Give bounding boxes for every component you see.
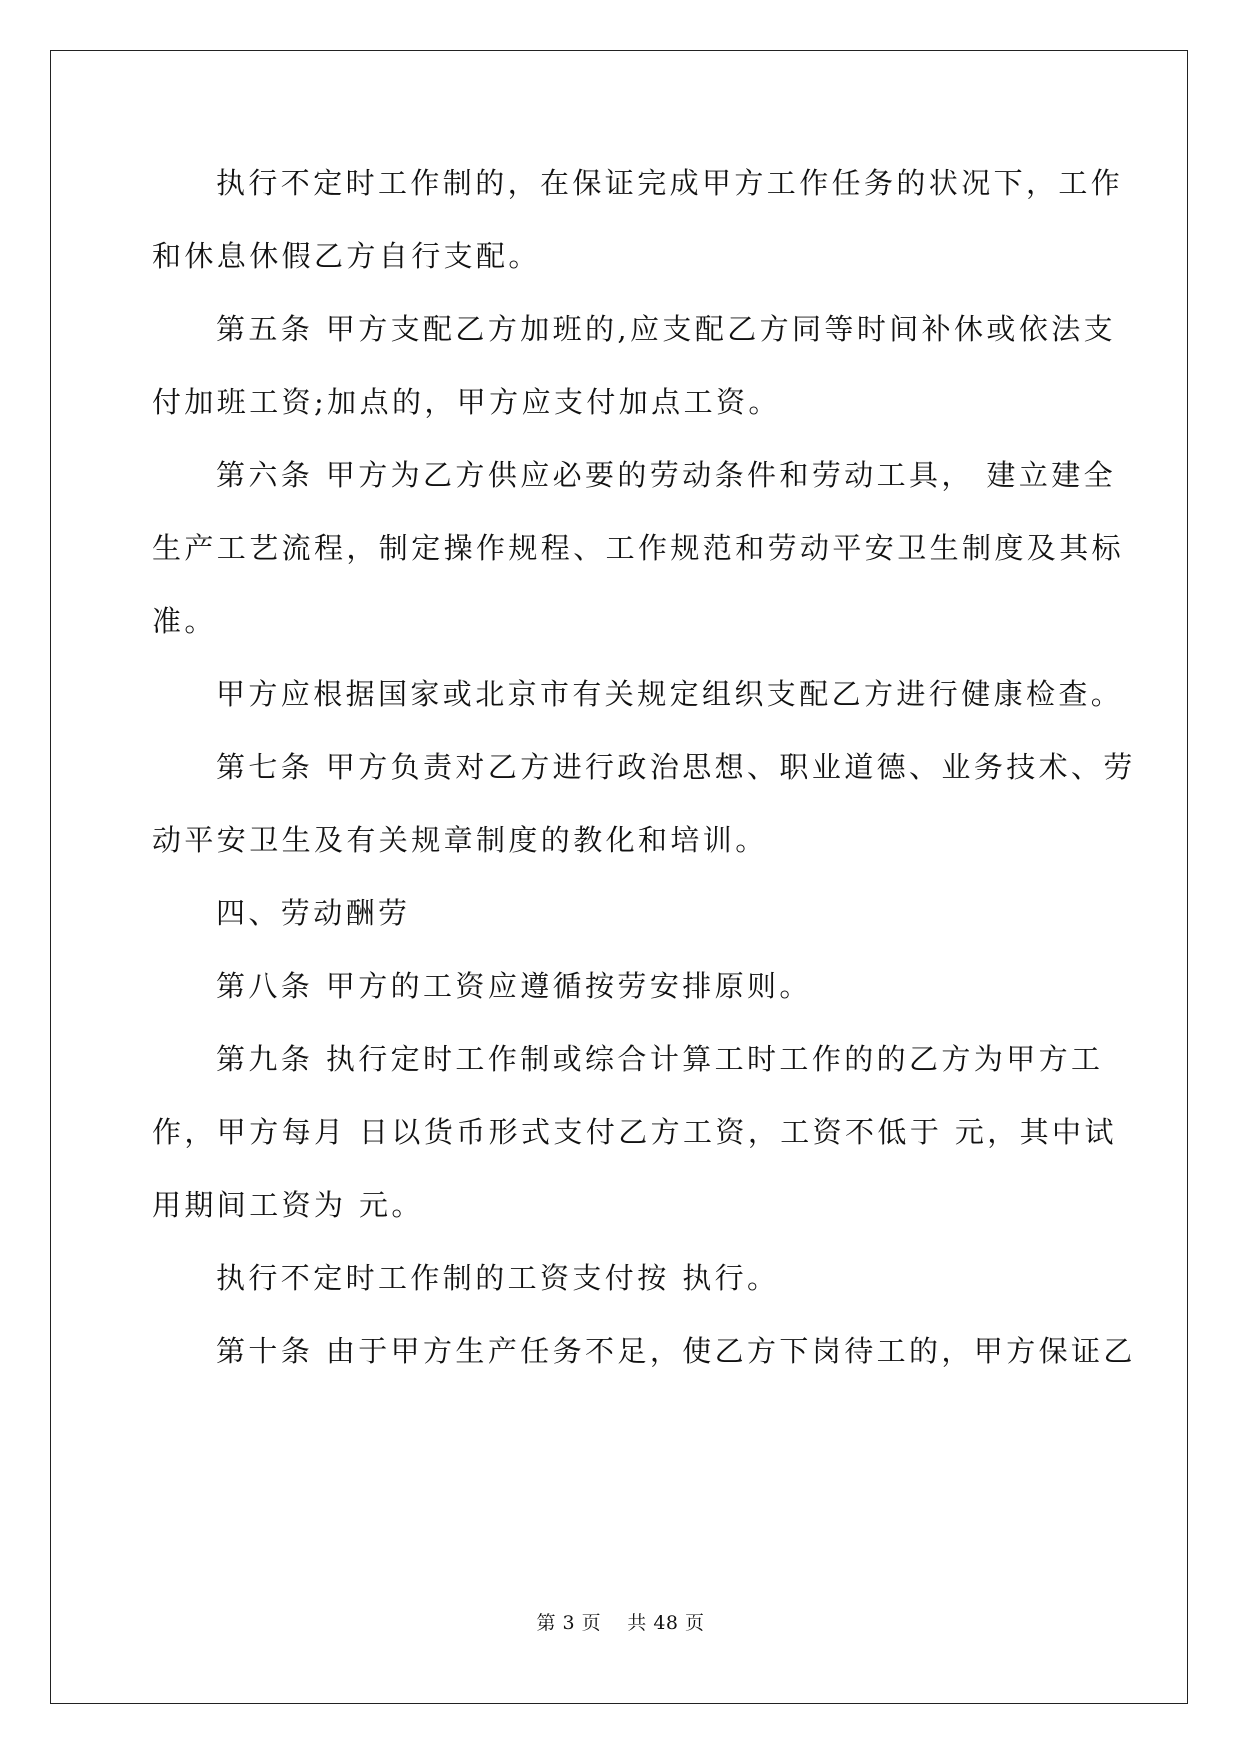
paragraph-line: 准。 [152, 604, 217, 638]
page-number: 第 3 页 共 48 页 [536, 1612, 705, 1634]
paragraph-line: 第八条 甲方的工资应遵循按劳安排原则。 [216, 969, 812, 1003]
paragraph-line: 作，甲方每月 日以货币形式支付乙方工资，工资不低于 元，其中试 [152, 1115, 1117, 1149]
paragraph-line: 第九条 执行定时工作制或综合计算工时工作的的乙方为甲方工 [216, 1042, 1104, 1076]
page-border [50, 50, 1188, 1704]
section-heading: 四、劳动酬劳 [216, 896, 411, 930]
page-footer [0, 1608, 1241, 1635]
paragraph-line: 第十条 由于甲方生产任务不足，使乙方下岗待工的，甲方保证乙 [216, 1334, 1136, 1368]
paragraph-line: 生产工艺流程，制定操作规程、工作规范和劳动平安卫生制度及其标 [152, 531, 1125, 565]
paragraph-line: 付加班工资;加点的，甲方应支付加点工资。 [152, 385, 781, 419]
paragraph-line: 用期间工资为 元。 [152, 1188, 424, 1222]
paragraph-line: 动平安卫生及有关规章制度的教化和培训。 [152, 823, 768, 857]
paragraph-line: 第五条 甲方支配乙方加班的,应支配乙方同等时间补休或依法支 [216, 312, 1117, 346]
paragraph-line: 和休息休假乙方自行支配。 [152, 239, 541, 273]
paragraph-line: 第七条 甲方负责对乙方进行政治思想、职业道德、业务技术、劳 [216, 750, 1136, 784]
paragraph-line: 甲方应根据国家或北京市有关规定组织支配乙方进行健康检查。 [216, 677, 1124, 711]
paragraph-line: 执行不定时工作制的，在保证完成甲方工作任务的状况下，工作 [216, 166, 1124, 200]
paragraph-line: 第六条 甲方为乙方供应必要的劳动条件和劳动工具， 建立建全 [216, 458, 1117, 492]
paragraph-line: 执行不定时工作制的工资支付按 执行。 [216, 1261, 780, 1295]
